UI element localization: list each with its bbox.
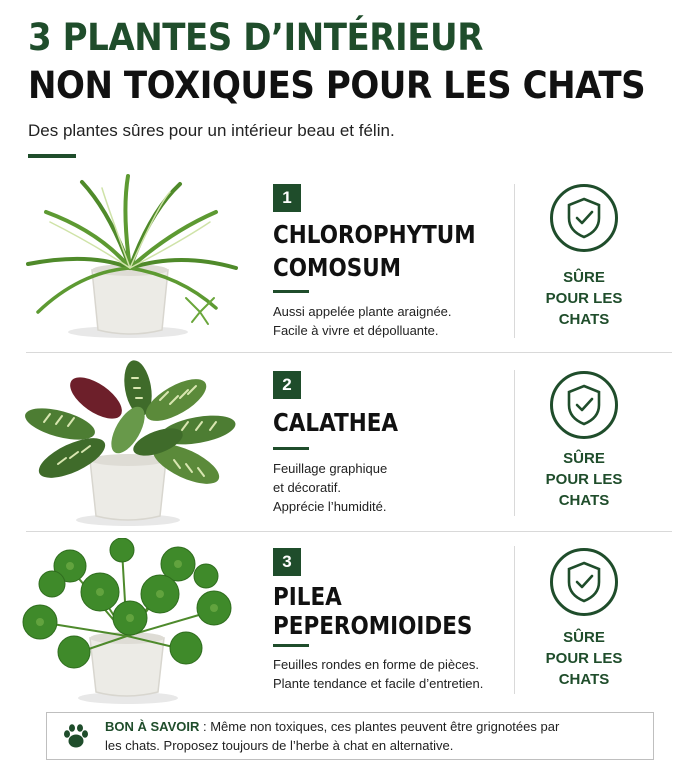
calathea-image	[10, 360, 240, 530]
safe-for-cats-label: SÛRE POUR LES CHATS	[545, 629, 623, 688]
plant-name-underline	[273, 447, 309, 450]
column-separator	[514, 370, 515, 516]
spider-plant-image	[10, 172, 240, 342]
column-separator	[514, 184, 515, 338]
tip-label: BON À SAVOIR	[105, 719, 200, 734]
plant-number-badge: 1	[273, 184, 301, 212]
title-line-2: NON TOXIQUES POUR LES CHATS	[28, 64, 646, 107]
description-line: Facile à vivre et dépolluante.	[273, 323, 439, 338]
plant-number-badge: 2	[273, 371, 301, 399]
row-divider	[26, 531, 672, 532]
safe-for-cats-label: SÛRE POUR LES CHATS	[545, 269, 623, 328]
description-line: Plante tendance et facile d’entretien.	[273, 676, 484, 691]
tip-box	[46, 712, 654, 760]
plant-name-line-1: CHLOROPHYTUM	[273, 220, 476, 249]
safe-for-cats-label: SÛRE POUR LES CHATS	[545, 450, 623, 509]
row-divider	[26, 352, 672, 353]
description-line: et décoratif.	[273, 480, 341, 495]
tip-text-line-2: les chats. Proposez toujours de l’herbe à chat en alternative.	[105, 738, 454, 753]
plant-description	[273, 655, 513, 693]
subtitle: Des plantes sûres pour un intérieur beau et félin.	[28, 121, 395, 140]
plant-description	[273, 459, 513, 516]
plant-name-line-1: PILEA	[273, 582, 342, 611]
plant-name-underline	[273, 644, 309, 647]
paw-icon	[47, 721, 105, 751]
description-line: Feuillage graphique	[273, 461, 388, 476]
tip-text	[105, 717, 569, 755]
description-line: Aussi appelée plante araignée.	[273, 304, 452, 319]
pilea-image	[10, 538, 240, 708]
description-line: Feuilles rondes en forme de pièces.	[273, 657, 479, 672]
plant-name-line-1: CALATHEA	[273, 408, 399, 437]
title-underline	[28, 154, 76, 158]
plant-name-line-2: PEPEROMIOIDES	[273, 611, 473, 640]
tip-text-line-1: : Même non toxiques, ces plantes peuvent être grignotées par	[199, 719, 560, 734]
description-line: Apprécie l’humidité.	[273, 499, 387, 514]
column-separator	[514, 546, 515, 694]
shield-check-icon	[550, 371, 618, 439]
shield-check-icon	[550, 548, 618, 616]
plant-number-badge: 3	[273, 548, 301, 576]
shield-check-icon	[550, 184, 618, 252]
page-title	[28, 14, 678, 110]
plant-description	[273, 302, 513, 340]
plant-name-underline	[273, 290, 309, 293]
plant-name-line-2: COMOSUM	[273, 253, 402, 282]
title-line-1: 3 PLANTES D’INTÉRIEUR	[28, 16, 483, 59]
